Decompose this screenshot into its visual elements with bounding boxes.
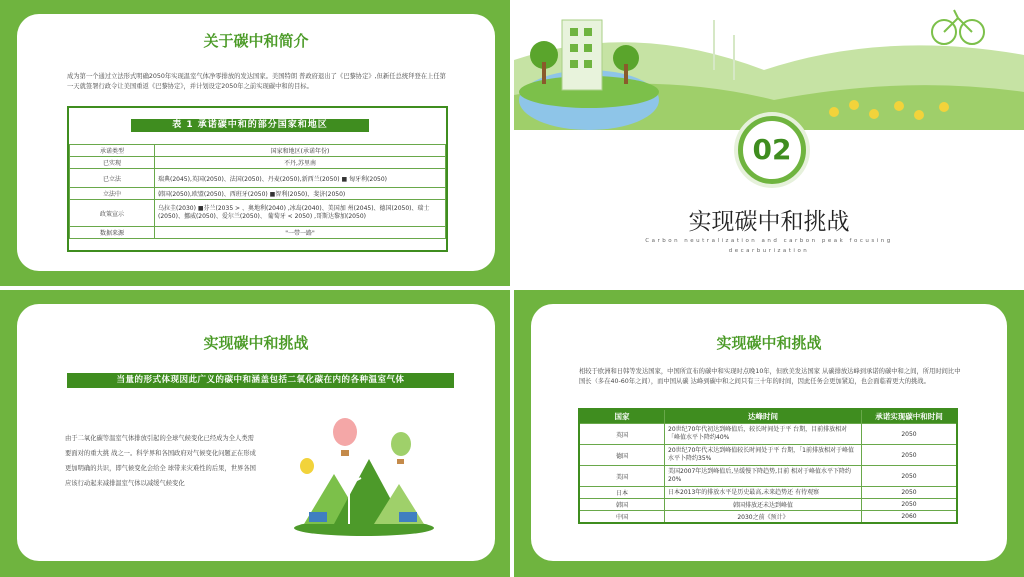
- table-cell: 不丹,苏里南: [155, 157, 446, 169]
- table-cell: 瑞典(2045),英国(2050)、法国(2050)、丹麦(2050),新西兰(2050) ■ 匈牙利(2050): [155, 169, 446, 188]
- table-cell: 已实现: [70, 157, 155, 169]
- table-cell: 承诺类型: [70, 145, 155, 157]
- header-peak-time: 达峰时间: [665, 409, 862, 424]
- table-cell: 数据来源: [70, 227, 155, 239]
- header-neutral-year: 承诺实现碳中和时间: [862, 409, 958, 424]
- country-cell: 德国: [579, 445, 665, 466]
- table-cell: 政策宣示: [70, 200, 155, 227]
- section-number-circle: [738, 116, 806, 184]
- slide-intro[interactable]: [0, 0, 510, 286]
- table-row: [579, 445, 957, 466]
- table-row: [579, 424, 957, 445]
- year-cell: 2060: [862, 511, 958, 524]
- year-cell: 2050: [862, 445, 958, 466]
- slide-challenge-paragraph: 由于二氧化碳等温室气体排放引起的全球气候变化已经成为全人类需要面对的重大挑 战之一。科学界和各国政府对气候变化问题正在形成更加明确的共识，即气候变化会给全 球带来灾难性的后果，世界各国应该行动起来减排温室气体以减缓气候变化: [65, 435, 256, 487]
- commitment-table-title: 表 1 承诺碳中和的部分国家和地区: [131, 119, 369, 132]
- slide-challenge-card: [17, 304, 495, 561]
- table-cell: "一带一路": [155, 227, 446, 239]
- table-row: [70, 227, 446, 239]
- slide-peak-paragraph: 相较于欧洲和日韩等发达国家，中国所宣布的碳中和实现时点晚10年，但欧美发达国家 从碳排放达峰到承诺的碳中和之间，所用时间比中国长（多在40-60年之间），而中国从碳 达峰到碳中和之间只有三十年的时间，因此任务会更加紧迫，也会面临着更大的挑战。: [579, 368, 961, 385]
- commitment-table-box: [67, 106, 448, 252]
- year-cell: 2050: [862, 466, 958, 487]
- section-title: 实现碳中和挑战: [688, 209, 850, 235]
- slide-intro-paragraph: 成为第一个通过立法形式明确2050年实现温室气体净零排放的发达国家。美国特朗 普政府退出了《巴黎协定》,但新任总统拜登在上任第一天就签署行政令让美国重返《巴黎协定》，并计划设定2050年之前实现碳中和的目标。: [67, 73, 446, 90]
- table-row: [579, 466, 957, 487]
- slide-intro-title: 关于碳中和简介: [203, 32, 309, 50]
- slide-section-cover[interactable]: [514, 0, 1024, 286]
- table-cell: 韩国(2050),欧盟(2050)、西班牙(2050) ■智利(2050)、斐济(2050): [155, 188, 446, 200]
- year-cell: 2050: [862, 487, 958, 499]
- table-cell: 国家和地区(承诺年份): [155, 145, 446, 157]
- country-cell: 英国: [579, 424, 665, 445]
- section-number: 02: [752, 133, 792, 166]
- peak-cell: 20世纪70年代初达到峰值后，较长时间处于平 台期，目前排放相对「峰值水平卜降约40%: [665, 424, 862, 445]
- peak-cell: 日本2013年的排放水平是历史最高,未来趋势还 有待观察: [665, 487, 862, 499]
- year-cell: 2050: [862, 499, 958, 511]
- wind-energy-illustration: [289, 404, 439, 544]
- table-row: [70, 188, 446, 200]
- country-cell: 韩国: [579, 499, 665, 511]
- header-country: 国家: [579, 409, 665, 424]
- slide-peak-comparison[interactable]: [514, 290, 1024, 577]
- peak-cell: 2030之前《预计》: [665, 511, 862, 524]
- peak-cell: 韩国排放还未达到峰值: [665, 499, 862, 511]
- commitment-table: [69, 144, 446, 239]
- slide-challenge-banner: 当量的形式体现因此广义的碳中和涵盖包括二氧化碳在内的各种温室气体: [67, 373, 454, 388]
- country-cell: 美国: [579, 466, 665, 487]
- slide-challenge-text[interactable]: [0, 290, 510, 577]
- slide-challenge-title: 实现碳中和挑战: [203, 334, 309, 352]
- table-row: [70, 200, 446, 227]
- table-row: [579, 487, 957, 499]
- peak-cell: 20世纪70年代末达到峰值较长时间处于平 台期，「1前排放相对于峰值水平卜降约35%: [665, 445, 862, 466]
- table-cell: 乌拉圭(2030) ■芬兰(2035 > 、奥地利(2040) ,冰岛(2040)、美国加 州(2045)、德国(2050)、瑞士 (2050)、挪威(2050)、爱尔兰(2050)、 葡萄牙 < 2050) ,哥斯达黎加(2050): [155, 200, 446, 227]
- slide-intro-card: [17, 14, 495, 271]
- table-row: [70, 145, 446, 157]
- year-cell: 2050: [862, 424, 958, 445]
- country-cell: 日本: [579, 487, 665, 499]
- country-cell: 中国: [579, 511, 665, 524]
- table-row: [70, 157, 446, 169]
- table-cell: 已立法: [70, 169, 155, 188]
- table-cell: 立法中: [70, 188, 155, 200]
- table-header-row: [579, 409, 957, 424]
- slide-peak-title: 实现碳中和挑战: [716, 334, 822, 352]
- table-row: [579, 499, 957, 511]
- peak-comparison-table: [578, 408, 958, 524]
- table-row: [579, 511, 957, 524]
- slide-peak-card: [531, 304, 1007, 561]
- section-subtitle: Carbon neutralization and carbon peak focusing decarburization: [645, 238, 893, 254]
- peak-cell: 美国2007年达到峰值后,呈缓慢下降趋势,目前 相对于峰值水平下降约20%: [665, 466, 862, 487]
- table-row: [70, 169, 446, 188]
